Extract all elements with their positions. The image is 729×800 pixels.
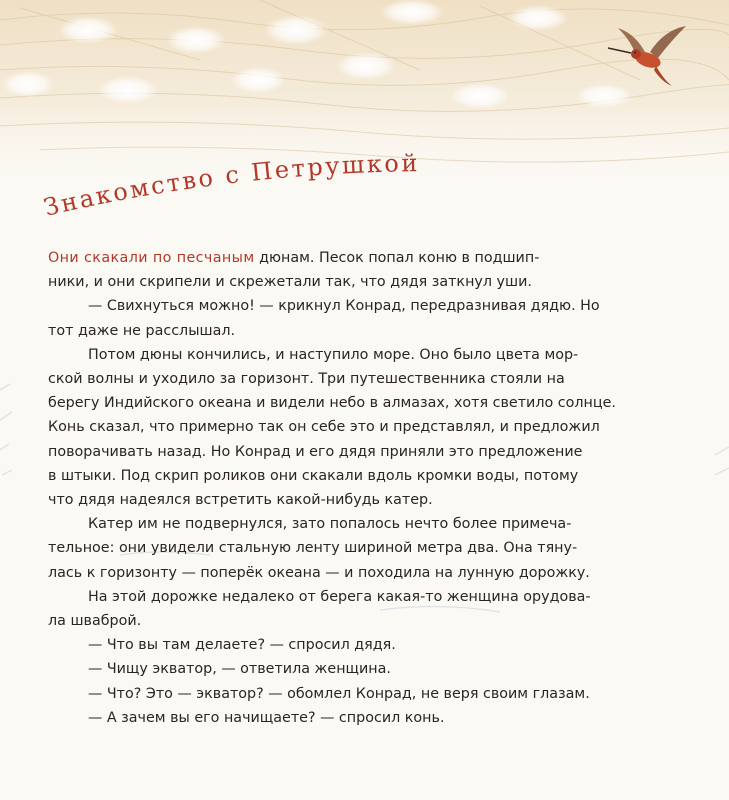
text-line-6: ской волны и уходило за горизонт. Три путешественника стояли на <box>48 371 565 388</box>
text-line-1 <box>48 246 608 270</box>
text-line-11: что дядя надеялся встретить какой-нибудь катер. <box>48 492 433 509</box>
text-line-16: ла шваброй. <box>48 613 142 630</box>
text-line-18: — Чищу экватор, — ответила женщина. <box>88 661 391 678</box>
text-line-9: поворачивать назад. Но Конрад и его дядя приняли это предложение <box>48 443 583 460</box>
chapter-title <box>0 150 729 230</box>
text-line-13: тельное: они увидели стальную ленту шириной метра два. Она тяну- <box>48 540 578 557</box>
text-line-5: Потом дюны кончились, и наступило море. Оно было цвета мор- <box>88 346 579 363</box>
text-line-19: — Что? Это — экватор? — обомлел Конрад, не веря своим глазам. <box>88 685 590 702</box>
chapter-title-path: Знакомство с Петрушкой <box>41 150 421 222</box>
text-line-14: лась к горизонту — поперёк океана — и походила на лунную дорожку. <box>48 564 590 581</box>
text-line-8: Конь сказал, что примерно так он себе это и представлял, и предложил <box>48 419 600 436</box>
text-line-12: Катер им не подвернулся, зато попалось нечто более примеча- <box>88 516 572 533</box>
text-line-3: — Свихнуться можно! — крикнул Конрад, передразнивая дядю. Но <box>88 298 600 315</box>
text-line-7: берегу Индийского океана и видели небо в алмазах, хотя светило солнце. <box>48 395 616 412</box>
text-line-4: тот даже не расслышал. <box>48 322 236 339</box>
chapter-title-text <box>41 150 420 222</box>
story-text <box>48 246 616 730</box>
hummingbird-icon <box>606 24 690 90</box>
lead-in-continuation: дюнам. Песок попал коню в подшип- <box>254 250 540 266</box>
text-line-20: — А зачем вы его начищаете? — спросил конь. <box>88 709 445 726</box>
text-line-15: На этой дорожке недалеко от берега какая-то женщина орудова- <box>88 588 591 605</box>
text-line-2: ники, и они скрипели и скрежетали так, что дядя заткнул уши. <box>48 274 532 291</box>
lead-in: Они скакали по песчаным <box>48 250 255 266</box>
text-line-17: — Что вы там делаете? — спросил дядя. <box>88 637 396 654</box>
text-line-10: в штыки. Под скрип роликов они скакали вдоль кромки воды, потому <box>48 467 579 484</box>
